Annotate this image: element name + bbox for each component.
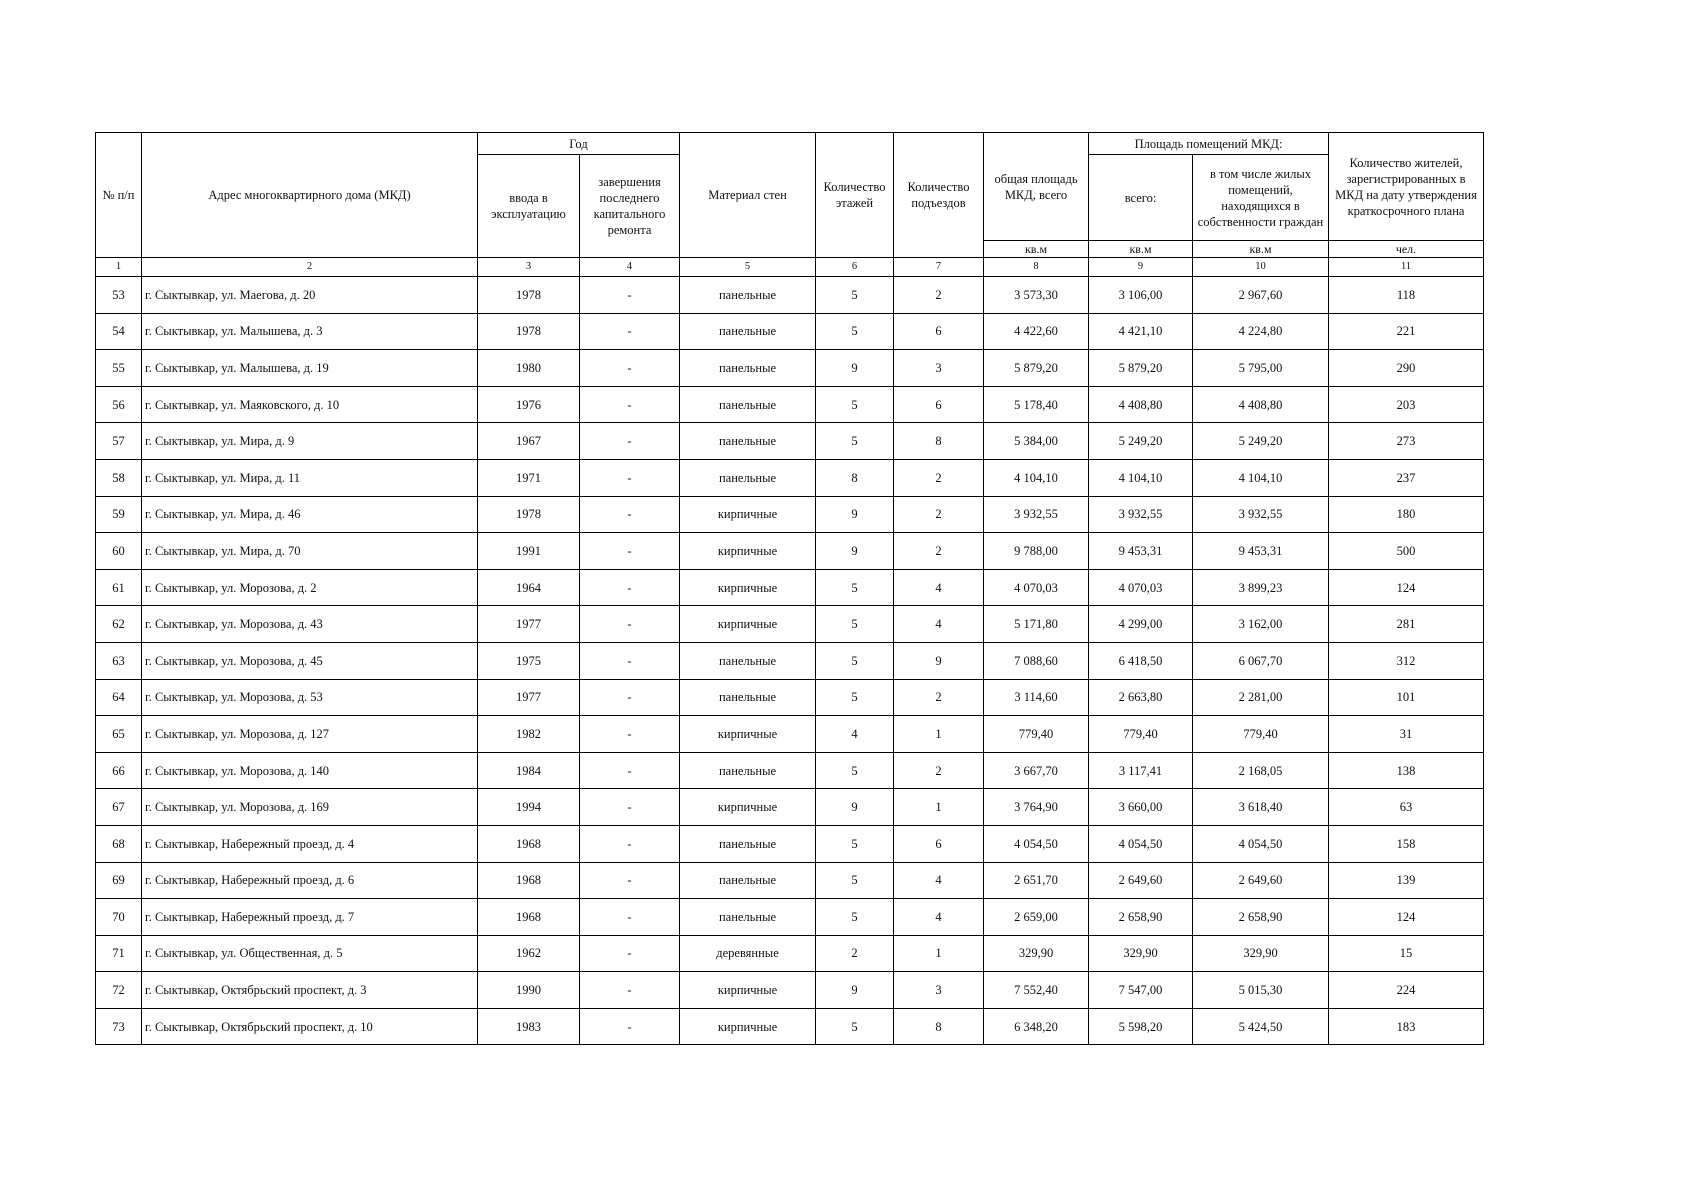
table-row [96,350,1484,387]
area-residential-cell: 3 899,23 [1193,569,1329,606]
table-row [96,789,1484,826]
year-repair-cell: - [580,1008,680,1045]
entrances-cell: 4 [894,899,984,936]
row-number: 69 [96,862,142,899]
area-all-cell: 5 879,20 [1089,350,1193,387]
address-cell: г. Сыктывкар, Октябрьский проспект, д. 10 [142,1008,478,1045]
floors-cell: 5 [816,569,894,606]
table-row [96,569,1484,606]
total-area-cell: 3 764,90 [984,789,1089,826]
residents-cell: 15 [1329,935,1484,972]
area-residential-cell: 4 408,80 [1193,386,1329,423]
wall-material-cell: панельные [680,825,816,862]
address-cell: г. Сыктывкар, ул. Малышева, д. 19 [142,350,478,387]
total-area-cell: 5 384,00 [984,423,1089,460]
buildings-table [95,132,1484,1045]
address-cell: г. Сыктывкар, ул. Мира, д. 9 [142,423,478,460]
area-residential-cell: 6 067,70 [1193,642,1329,679]
address-cell: г. Сыктывкар, ул. Мира, д. 46 [142,496,478,533]
residents-cell: 124 [1329,899,1484,936]
year-commission-cell: 1964 [478,569,580,606]
entrances-cell: 4 [894,606,984,643]
total-area-cell: 4 104,10 [984,459,1089,496]
wall-material-cell: кирпичные [680,1008,816,1045]
area-all-cell: 2 658,90 [1089,899,1193,936]
floors-cell: 4 [816,716,894,753]
table-row [96,716,1484,753]
table-row [96,862,1484,899]
residents-cell: 312 [1329,642,1484,679]
year-commission-cell: 1978 [478,496,580,533]
floors-cell: 8 [816,459,894,496]
table-row [96,459,1484,496]
address-cell: г. Сыктывкар, ул. Морозова, д. 169 [142,789,478,826]
row-number: 72 [96,972,142,1009]
year-commission-cell: 1968 [478,862,580,899]
wall-material-cell: панельные [680,642,816,679]
floors-cell: 9 [816,533,894,570]
table-row [96,423,1484,460]
entrances-cell: 2 [894,496,984,533]
floors-cell: 5 [816,606,894,643]
area-all-cell: 3 660,00 [1089,789,1193,826]
area-all-cell: 9 453,31 [1089,533,1193,570]
table-row [96,313,1484,350]
table-row [96,972,1484,1009]
floors-cell: 5 [816,862,894,899]
area-residential-cell: 9 453,31 [1193,533,1329,570]
row-number: 53 [96,277,142,314]
area-all-cell: 3 117,41 [1089,752,1193,789]
unit-area-all: кв.м [1089,241,1193,258]
column-number: 8 [984,258,1089,277]
year-repair-cell: - [580,752,680,789]
area-all-cell: 4 421,10 [1089,313,1193,350]
total-area-cell: 3 667,70 [984,752,1089,789]
row-number: 58 [96,459,142,496]
total-area-cell: 3 114,60 [984,679,1089,716]
area-residential-cell: 779,40 [1193,716,1329,753]
entrances-cell: 2 [894,679,984,716]
year-repair-cell: - [580,825,680,862]
total-area-cell: 5 879,20 [984,350,1089,387]
floors-cell: 5 [816,277,894,314]
year-commission-cell: 1977 [478,606,580,643]
row-number: 67 [96,789,142,826]
residents-cell: 139 [1329,862,1484,899]
year-repair-cell: - [580,899,680,936]
total-area-cell: 7 088,60 [984,642,1089,679]
wall-material-cell: кирпичные [680,496,816,533]
year-repair-cell: - [580,606,680,643]
column-number: 4 [580,258,680,277]
residents-cell: 237 [1329,459,1484,496]
row-number: 66 [96,752,142,789]
wall-material-cell: панельные [680,459,816,496]
entrances-cell: 6 [894,825,984,862]
total-area-cell: 4 422,60 [984,313,1089,350]
address-cell: г. Сыктывкар, ул. Морозова, д. 45 [142,642,478,679]
header-residents: Количество жителей, зарегистрированных в МКД на дату утверждения краткосрочного плана [1329,133,1484,241]
wall-material-cell: панельные [680,313,816,350]
address-cell: г. Сыктывкар, ул. Маегова, д. 20 [142,277,478,314]
row-number: 63 [96,642,142,679]
total-area-cell: 7 552,40 [984,972,1089,1009]
wall-material-cell: кирпичные [680,606,816,643]
wall-material-cell: панельные [680,350,816,387]
residents-cell: 203 [1329,386,1484,423]
year-repair-cell: - [580,642,680,679]
year-commission-cell: 1991 [478,533,580,570]
floors-cell: 2 [816,935,894,972]
residents-cell: 138 [1329,752,1484,789]
residents-cell: 158 [1329,825,1484,862]
row-number: 70 [96,899,142,936]
year-commission-cell: 1990 [478,972,580,1009]
header-address: Адрес многоквартирного дома (МКД) [142,133,478,258]
year-repair-cell: - [580,533,680,570]
header-area-all: всего: [1089,155,1193,241]
wall-material-cell: панельные [680,899,816,936]
total-area-cell: 3 932,55 [984,496,1089,533]
year-commission-cell: 1978 [478,313,580,350]
header-year-repair: завершения последнего капитального ремонта [580,155,680,258]
entrances-cell: 1 [894,789,984,826]
area-all-cell: 4 054,50 [1089,825,1193,862]
wall-material-cell: панельные [680,679,816,716]
table-row [96,277,1484,314]
header-year-commission: ввода в эксплуатацию [478,155,580,258]
residents-cell: 290 [1329,350,1484,387]
unit-total-area: кв.м [984,241,1089,258]
area-all-cell: 5 249,20 [1089,423,1193,460]
residents-cell: 273 [1329,423,1484,460]
year-repair-cell: - [580,386,680,423]
residents-cell: 183 [1329,1008,1484,1045]
total-area-cell: 6 348,20 [984,1008,1089,1045]
area-residential-cell: 2 168,05 [1193,752,1329,789]
entrances-cell: 2 [894,533,984,570]
address-cell: г. Сыктывкар, Октябрьский проспект, д. 3 [142,972,478,1009]
column-number: 1 [96,258,142,277]
floors-cell: 9 [816,972,894,1009]
year-repair-cell: - [580,862,680,899]
year-repair-cell: - [580,789,680,826]
area-residential-cell: 5 249,20 [1193,423,1329,460]
residents-cell: 118 [1329,277,1484,314]
year-commission-cell: 1982 [478,716,580,753]
row-number: 59 [96,496,142,533]
table-row [96,642,1484,679]
area-residential-cell: 5 424,50 [1193,1008,1329,1045]
address-cell: г. Сыктывкар, ул. Мира, д. 70 [142,533,478,570]
area-all-cell: 4 104,10 [1089,459,1193,496]
floors-cell: 5 [816,679,894,716]
wall-material-cell: деревянные [680,935,816,972]
area-residential-cell: 2 967,60 [1193,277,1329,314]
year-commission-cell: 1962 [478,935,580,972]
entrances-cell: 6 [894,386,984,423]
wall-material-cell: кирпичные [680,533,816,570]
column-number: 5 [680,258,816,277]
row-number: 61 [96,569,142,606]
area-residential-cell: 5 795,00 [1193,350,1329,387]
column-numbers-row [96,258,1484,277]
year-repair-cell: - [580,972,680,1009]
area-all-cell: 7 547,00 [1089,972,1193,1009]
area-all-cell: 329,90 [1089,935,1193,972]
total-area-cell: 5 171,80 [984,606,1089,643]
year-commission-cell: 1968 [478,825,580,862]
total-area-cell: 2 659,00 [984,899,1089,936]
row-number: 56 [96,386,142,423]
floors-cell: 9 [816,350,894,387]
table-row [96,606,1484,643]
entrances-cell: 4 [894,569,984,606]
residents-cell: 124 [1329,569,1484,606]
address-cell: г. Сыктывкар, ул. Морозова, д. 140 [142,752,478,789]
year-repair-cell: - [580,569,680,606]
year-repair-cell: - [580,459,680,496]
area-all-cell: 2 663,80 [1089,679,1193,716]
entrances-cell: 2 [894,752,984,789]
column-number: 11 [1329,258,1484,277]
year-commission-cell: 1975 [478,642,580,679]
total-area-cell: 4 054,50 [984,825,1089,862]
wall-material-cell: панельные [680,423,816,460]
entrances-cell: 4 [894,862,984,899]
row-number: 68 [96,825,142,862]
row-number: 60 [96,533,142,570]
residents-cell: 101 [1329,679,1484,716]
row-number: 54 [96,313,142,350]
row-number: 62 [96,606,142,643]
total-area-cell: 4 070,03 [984,569,1089,606]
row-number: 65 [96,716,142,753]
address-cell: г. Сыктывкар, ул. Мира, д. 11 [142,459,478,496]
document-page [95,132,1484,1045]
year-commission-cell: 1976 [478,386,580,423]
wall-material-cell: панельные [680,862,816,899]
year-commission-cell: 1971 [478,459,580,496]
year-commission-cell: 1994 [478,789,580,826]
wall-material-cell: панельные [680,277,816,314]
entrances-cell: 2 [894,277,984,314]
year-commission-cell: 1980 [478,350,580,387]
header-wall-material: Материал стен [680,133,816,258]
year-commission-cell: 1984 [478,752,580,789]
row-number: 71 [96,935,142,972]
year-repair-cell: - [580,277,680,314]
residents-cell: 281 [1329,606,1484,643]
floors-cell: 5 [816,899,894,936]
year-repair-cell: - [580,679,680,716]
year-repair-cell: - [580,496,680,533]
table-row [96,679,1484,716]
area-residential-cell: 4 054,50 [1193,825,1329,862]
year-commission-cell: 1983 [478,1008,580,1045]
year-commission-cell: 1967 [478,423,580,460]
table-row [96,935,1484,972]
year-repair-cell: - [580,716,680,753]
row-number: 55 [96,350,142,387]
area-all-cell: 2 649,60 [1089,862,1193,899]
entrances-cell: 2 [894,459,984,496]
area-residential-cell: 3 932,55 [1193,496,1329,533]
column-number: 3 [478,258,580,277]
area-all-cell: 3 932,55 [1089,496,1193,533]
total-area-cell: 329,90 [984,935,1089,972]
entrances-cell: 8 [894,423,984,460]
address-cell: г. Сыктывкар, ул. Общественная, д. 5 [142,935,478,972]
year-repair-cell: - [580,350,680,387]
year-commission-cell: 1968 [478,899,580,936]
wall-material-cell: кирпичные [680,716,816,753]
unit-area-residential: кв.м [1193,241,1329,258]
residents-cell: 63 [1329,789,1484,826]
residents-cell: 31 [1329,716,1484,753]
wall-material-cell: кирпичные [680,972,816,1009]
header-entrances: Количество подъездов [894,133,984,258]
area-residential-cell: 2 281,00 [1193,679,1329,716]
area-all-cell: 4 299,00 [1089,606,1193,643]
floors-cell: 5 [816,423,894,460]
total-area-cell: 9 788,00 [984,533,1089,570]
residents-cell: 180 [1329,496,1484,533]
wall-material-cell: панельные [680,386,816,423]
year-commission-cell: 1978 [478,277,580,314]
column-number: 6 [816,258,894,277]
area-all-cell: 4 408,80 [1089,386,1193,423]
row-number: 64 [96,679,142,716]
header-area-residential: в том числе жилых помещений, находящихся в собственности граждан [1193,155,1329,241]
year-repair-cell: - [580,423,680,460]
area-all-cell: 779,40 [1089,716,1193,753]
table-row [96,1008,1484,1045]
residents-cell: 221 [1329,313,1484,350]
total-area-cell: 5 178,40 [984,386,1089,423]
total-area-cell: 2 651,70 [984,862,1089,899]
floors-cell: 5 [816,825,894,862]
wall-material-cell: панельные [680,752,816,789]
address-cell: г. Сыктывкар, ул. Морозова, д. 43 [142,606,478,643]
area-residential-cell: 3 162,00 [1193,606,1329,643]
total-area-cell: 3 573,30 [984,277,1089,314]
address-cell: г. Сыктывкар, Набережный проезд, д. 4 [142,825,478,862]
floors-cell: 9 [816,496,894,533]
column-number: 9 [1089,258,1193,277]
floors-cell: 5 [816,642,894,679]
area-all-cell: 5 598,20 [1089,1008,1193,1045]
year-repair-cell: - [580,935,680,972]
wall-material-cell: кирпичные [680,789,816,826]
header-num: № п/п [96,133,142,258]
floors-cell: 5 [816,1008,894,1045]
table-row [96,533,1484,570]
column-number: 7 [894,258,984,277]
area-residential-cell: 329,90 [1193,935,1329,972]
address-cell: г. Сыктывкар, ул. Морозова, д. 2 [142,569,478,606]
floors-cell: 5 [816,752,894,789]
header-floors: Количество этажей [816,133,894,258]
address-cell: г. Сыктывкар, ул. Маяковского, д. 10 [142,386,478,423]
address-cell: г. Сыктывкар, Набережный проезд, д. 7 [142,899,478,936]
address-cell: г. Сыктывкар, ул. Морозова, д. 127 [142,716,478,753]
area-residential-cell: 3 618,40 [1193,789,1329,826]
column-number: 2 [142,258,478,277]
area-all-cell: 4 070,03 [1089,569,1193,606]
entrances-cell: 6 [894,313,984,350]
area-residential-cell: 2 649,60 [1193,862,1329,899]
area-residential-cell: 4 104,10 [1193,459,1329,496]
wall-material-cell: кирпичные [680,569,816,606]
year-commission-cell: 1977 [478,679,580,716]
total-area-cell: 779,40 [984,716,1089,753]
floors-cell: 5 [816,313,894,350]
table-row [96,752,1484,789]
column-number: 10 [1193,258,1329,277]
row-number: 73 [96,1008,142,1045]
header-total-area: общая площадь МКД, всего [984,133,1089,241]
floors-cell: 5 [816,386,894,423]
table-row [96,825,1484,862]
entrances-cell: 9 [894,642,984,679]
unit-residents: чел. [1329,241,1484,258]
address-cell: г. Сыктывкар, ул. Морозова, д. 53 [142,679,478,716]
area-all-cell: 6 418,50 [1089,642,1193,679]
year-repair-cell: - [580,313,680,350]
table-row [96,386,1484,423]
entrances-cell: 1 [894,716,984,753]
table-row [96,496,1484,533]
area-residential-cell: 4 224,80 [1193,313,1329,350]
area-all-cell: 3 106,00 [1089,277,1193,314]
address-cell: г. Сыктывкар, ул. Малышева, д. 3 [142,313,478,350]
floors-cell: 9 [816,789,894,826]
entrances-cell: 8 [894,1008,984,1045]
entrances-cell: 3 [894,350,984,387]
table-row [96,899,1484,936]
area-residential-cell: 2 658,90 [1193,899,1329,936]
header-year-group: Год [478,133,680,155]
entrances-cell: 3 [894,972,984,1009]
header-area-group: Площадь помещений МКД: [1089,133,1329,155]
address-cell: г. Сыктывкар, Набережный проезд, д. 6 [142,862,478,899]
area-residential-cell: 5 015,30 [1193,972,1329,1009]
residents-cell: 224 [1329,972,1484,1009]
row-number: 57 [96,423,142,460]
residents-cell: 500 [1329,533,1484,570]
entrances-cell: 1 [894,935,984,972]
